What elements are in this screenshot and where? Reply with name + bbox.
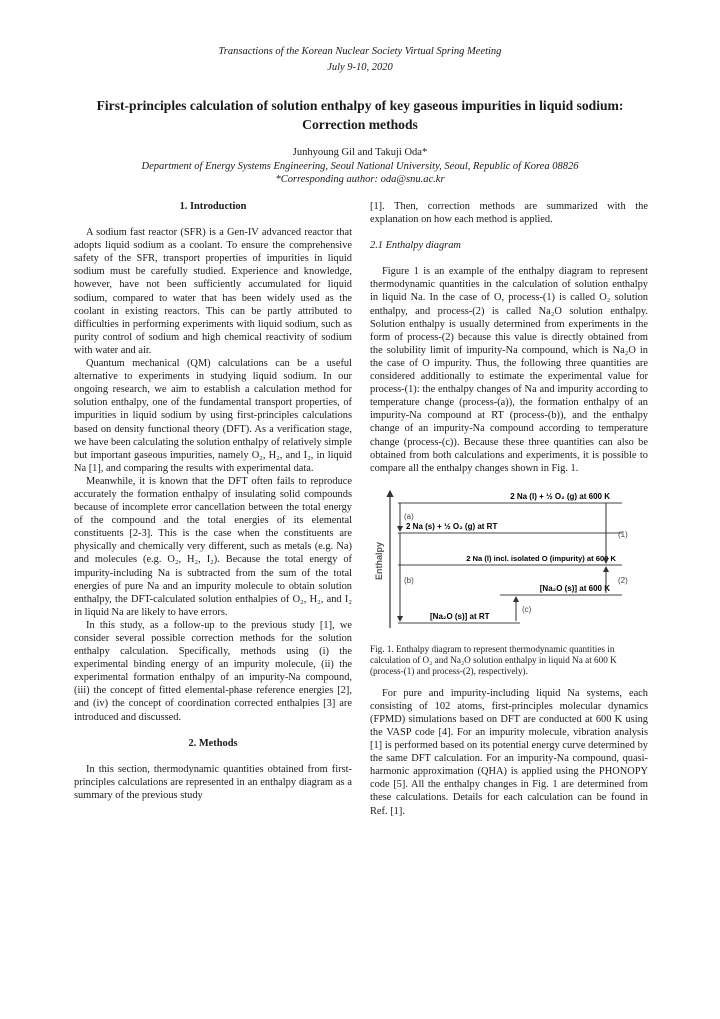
right-column — [370, 200, 648, 818]
level-label-4: [Na₂O (s)] at 600 K — [539, 583, 610, 593]
level-label-1: 2 Na (l) + ½ O₂ (g) at 600 K — [510, 491, 610, 501]
date-header: July 9-10, 2020 — [327, 62, 393, 73]
label-a: (a) — [404, 511, 414, 521]
paragraph: Figure 1 is an example of the enthalpy diagram to represent thermodynamic quantities in the calculation of solution enthalpy in liquid Na. In the case of O, process-(1) is called O₂ solution enthalpy, and process-(2) is called Na₂O solution enthalpy. Solution enthalpy is usually determined from experiments in the form of process-(2) because this value is directly obtained from the solubility limit of impurity-Na compound, which is Na₂O in the case of O impurity. Thus, the following three quantities are considered additionally to estimate the experimental value for process-(1): the enthalpy changes of Na and impurity according to temperature change (process-(a)), the formation enthalpy of an impurity-Na compound at RT (process-(b)), and the enthalpy change of an impurity-Na compound according to temperature change (process-(c)). Because these three quantities can also be obtained from both calculations and experiments, it is possible to compare all the enthalpy changes shown in Fig. 1. — [370, 266, 648, 474]
section-heading-methods: 2. Methods — [188, 737, 238, 749]
paragraph: [1]. Then, correction methods are summarized with the explanation on how each method is applied. — [370, 201, 648, 226]
affiliation: Department of Energy Systems Engineering, Seoul National University, Seoul, Republic of Korea 08826 — [141, 160, 579, 172]
enthalpy-diagram — [370, 483, 648, 631]
figure-caption: Fig. 1. Enthalpy diagram to represent thermodynamic quantities in calculation of O₂ and Na₂O solution enthalpy in liquid Na at 600 K (process-(1) and process-(2), respectively). — [370, 643, 617, 677]
corresponding-author: *Corresponding author: oda@snu.ac.kr — [275, 174, 445, 185]
paragraph: For pure and impurity-including liquid Na systems, each consisting of 102 atoms, first-principles molecular dynamics (FPMD) simulations based on DFT are conducted at 600 K using the VASP code [4]. For an impurity molecule, vibration analysis [1] is performed based on its potential energy curve determined by the same DFT calculation. For an impurity-Na compound, quasi-harmonic approximation (QHA) is applied using the PHONOPY code [5]. All the enthalpy changes in Fig. 1 are determined from these calculations. Details for each calculation can be found in Ref. [1]. — [370, 687, 648, 817]
enthalpy-diagram-figure — [370, 483, 648, 631]
title-line-1: First-principles calculation of solution enthalpy of key gaseous impurities in liquid sodium: — [96, 98, 624, 113]
level-label-5: [Na₂O (s)] at RT — [430, 611, 490, 621]
paragraph: Meanwhile, it is known that the DFT often fails to reproduce accurately the formation enthalpy of insulating solid compounds because of incomplete error cancellation between the total energy of the compound and the total energies of its elemental constituents [2-3]. This is the case when the constituents are physically and chemically very different, such as metals (e.g. Na) and molecules (e.g. O₂, H₂, I₂). Because the total energy of impurity-including Na is subtracted from the sum of the total energies of pure Na and an impurity molecule to obtain solution enthalpy, the DFT-calculated solution enthalpies of O₂, H₂, and I₂ in liquid Na are likely to have errors. — [74, 475, 352, 618]
section-heading-introduction: 1. Introduction — [179, 201, 247, 212]
level-label-2: 2 Na (s) + ½ O₂ (g) at RT — [406, 521, 498, 531]
author-block — [0, 146, 720, 187]
title-line-2: Correction methods — [302, 117, 418, 132]
level-label-3: 2 Na (l) incl. isolated O (impurity) at 600 K — [466, 553, 616, 563]
label-1: (1) — [618, 529, 628, 539]
paragraph: A sodium fast reactor (SFR) is a Gen-IV advanced reactor that adopts liquid sodium as a coolant. To ensure the comprehensive safety of the SFR, transport properties of impurities in liquid sodium must be carefully studied. Experience and knowledge, however, have not been sufficiently accumulated for liquid sodium, compared to water that has been widely used as the coolant in existing reactors. This can be partly attributed to difficulties in performing experiments with liquid sodium, such as purity control of sodium and high chemical reactivity of sodium with water and air. — [74, 227, 352, 356]
paragraph: In this section, thermodynamic quantities obtained from first-principles calculations are represented in an enthalpy diagram as a summary of the previous study — [74, 763, 352, 801]
paragraph: Quantum mechanical (QM) calculations can be a useful alternative to experiments in studying liquid sodium. In our ongoing research, we aim to establish a calculation method for solution enthalpy, one of the fundamental transport properties, of impurities in liquid sodium by using first-principles calculations based on density functional theory (DFT). As a verification stage, we have been calculating the solution enthalpy of relatively simple but important gaseous impurities, namely O₂, H₂, and I₂, in liquid Na [1], and comparing the results with experimental data. — [74, 358, 352, 474]
label-2: (2) — [618, 575, 628, 585]
left-column — [74, 200, 352, 802]
authors: Junhyoung Gil and Takuji Oda* — [292, 147, 428, 158]
label-c: (c) — [522, 604, 532, 614]
subsection-heading-enthalpy-diagram: 2.1 Enthalpy diagram — [370, 240, 461, 252]
journal-header: Transactions of the Korean Nuclear Society Virtual Spring Meeting — [218, 46, 502, 57]
paragraph: In this study, as a follow-up to the previous study [1], we consider several possible correction methods for the solution enthalpy calculation. Specifically, methods using (i) the experimental binding energy of an impurity molecule, (ii) the experimental formation enthalpy of an impurity-Na compound, (iii) the concept of fitted elemental-phase reference energies [2], and (iv) the concept of coordination corrected enthalpies [3] are introduced and discussed. — [74, 619, 352, 723]
paper-title — [40, 96, 680, 134]
label-b: (b) — [404, 575, 414, 585]
enthalpy-axis-label: Enthalpy — [374, 541, 384, 580]
